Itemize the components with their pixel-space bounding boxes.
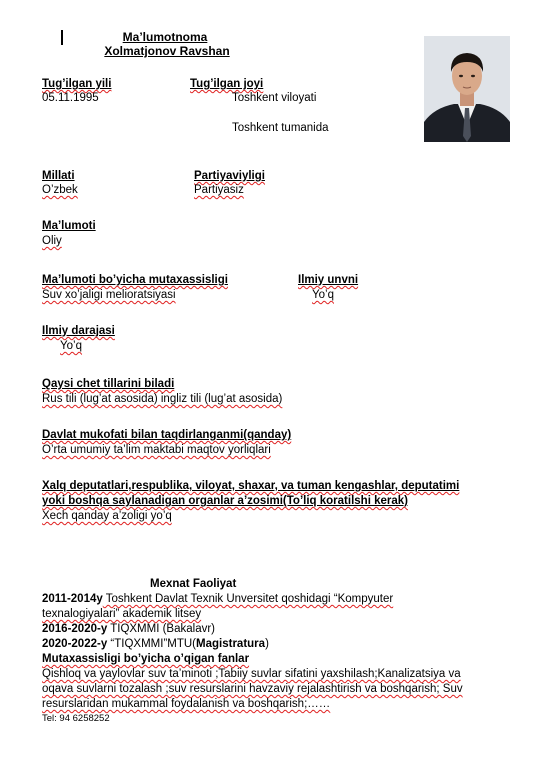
- specialty-value: Suv xo’jaligi melioratsiyasi: [42, 289, 176, 301]
- party-label: Partiyaviyligi: [194, 170, 265, 182]
- academic-degree-label: Ilmiy darajasi: [42, 325, 115, 337]
- awards-value: O’rta umumiy ta’lim maktabi maqtov yorliqlari: [42, 444, 271, 456]
- birth-year-label: Tug’ilgan yili: [42, 78, 112, 90]
- contact-phone: Tel: 94 6258252: [42, 713, 110, 724]
- birth-place-line2: Toshkent tumanida: [232, 122, 329, 134]
- nationality-label: Millati: [42, 170, 75, 182]
- academic-title-value: Yo’q: [312, 289, 334, 301]
- work-title: Mexnat Faoliyat: [150, 578, 237, 590]
- birth-place-label: Tug’ilgan joyi: [190, 78, 264, 90]
- education-label: Ma’lumoti: [42, 220, 96, 232]
- subjects-line2: oqava suvlarni tozalash ;suv resurslarini havzaviy rejalashtirish va boshqarish; Suv: [42, 683, 463, 695]
- subjects-line1: Qishloq va yaylovlar suv ta’minoti ;Tabiiy suvlar sifatini yaxshilash;Kanalizatsiya va: [42, 668, 461, 680]
- specialty-label: Ma’lumoti bo’yicha mutaxassisligi: [42, 274, 228, 286]
- languages-value: Rus tili (lug’at asosida) ingliz tili (lug’at asosida): [42, 393, 283, 405]
- subjects-line3: resurslaridan mukammal foydalanish va boshqarish;……: [42, 698, 331, 710]
- work-entry-1-line1: 2011-2014y Toshkent Davlat Texnik Unversitet qoshidagi “Kompyuter: [42, 593, 394, 605]
- text-cursor: [61, 30, 63, 45]
- person-photo-icon: [424, 36, 510, 142]
- nationality-value: O’zbek: [42, 184, 78, 196]
- person-photo: [424, 36, 510, 142]
- awards-label: Davlat mukofati bilan taqdirlanganmi(qanday): [42, 429, 292, 441]
- document-title: Ma’lumotnoma: [122, 30, 208, 44]
- work-entry-2: 2016-2020-y TIQXMMI (Bakalavr): [42, 623, 216, 635]
- deputy-label-line1: Xalq deputatlari,respublika, viloyat, shaxar, va tuman kengashlar, deputatimi: [42, 480, 460, 492]
- party-value: Partiyasiz: [194, 184, 244, 196]
- academic-degree-value: Yo’q: [60, 340, 82, 352]
- deputy-value: Xech qanday a’zoligi yo’q: [42, 510, 172, 522]
- work-entry-1-line2: texnalogiyalari” akademik litsey: [42, 608, 202, 620]
- languages-label: Qaysi chet tillarini biladi: [42, 378, 175, 390]
- work-entry-3: 2020-2022-y “TIQXMMI”MTU(Magistratura): [42, 638, 269, 650]
- deputy-label-line2: yoki boshqa saylanadigan organlar a’zosimi(To’liq koratilshi kerak): [42, 495, 408, 507]
- subjects-label: Mutaxassisligi bo’yicha o’qigan fanlar: [42, 653, 250, 665]
- birth-place-line1: Toshkent viloyati: [232, 92, 317, 104]
- birth-year-value: 05.11.1995: [42, 92, 99, 104]
- academic-title-label: Ilmiy unvni: [298, 274, 359, 286]
- education-value: Oliy: [42, 235, 62, 247]
- person-name: Xolmatjonov Ravshan: [104, 44, 230, 58]
